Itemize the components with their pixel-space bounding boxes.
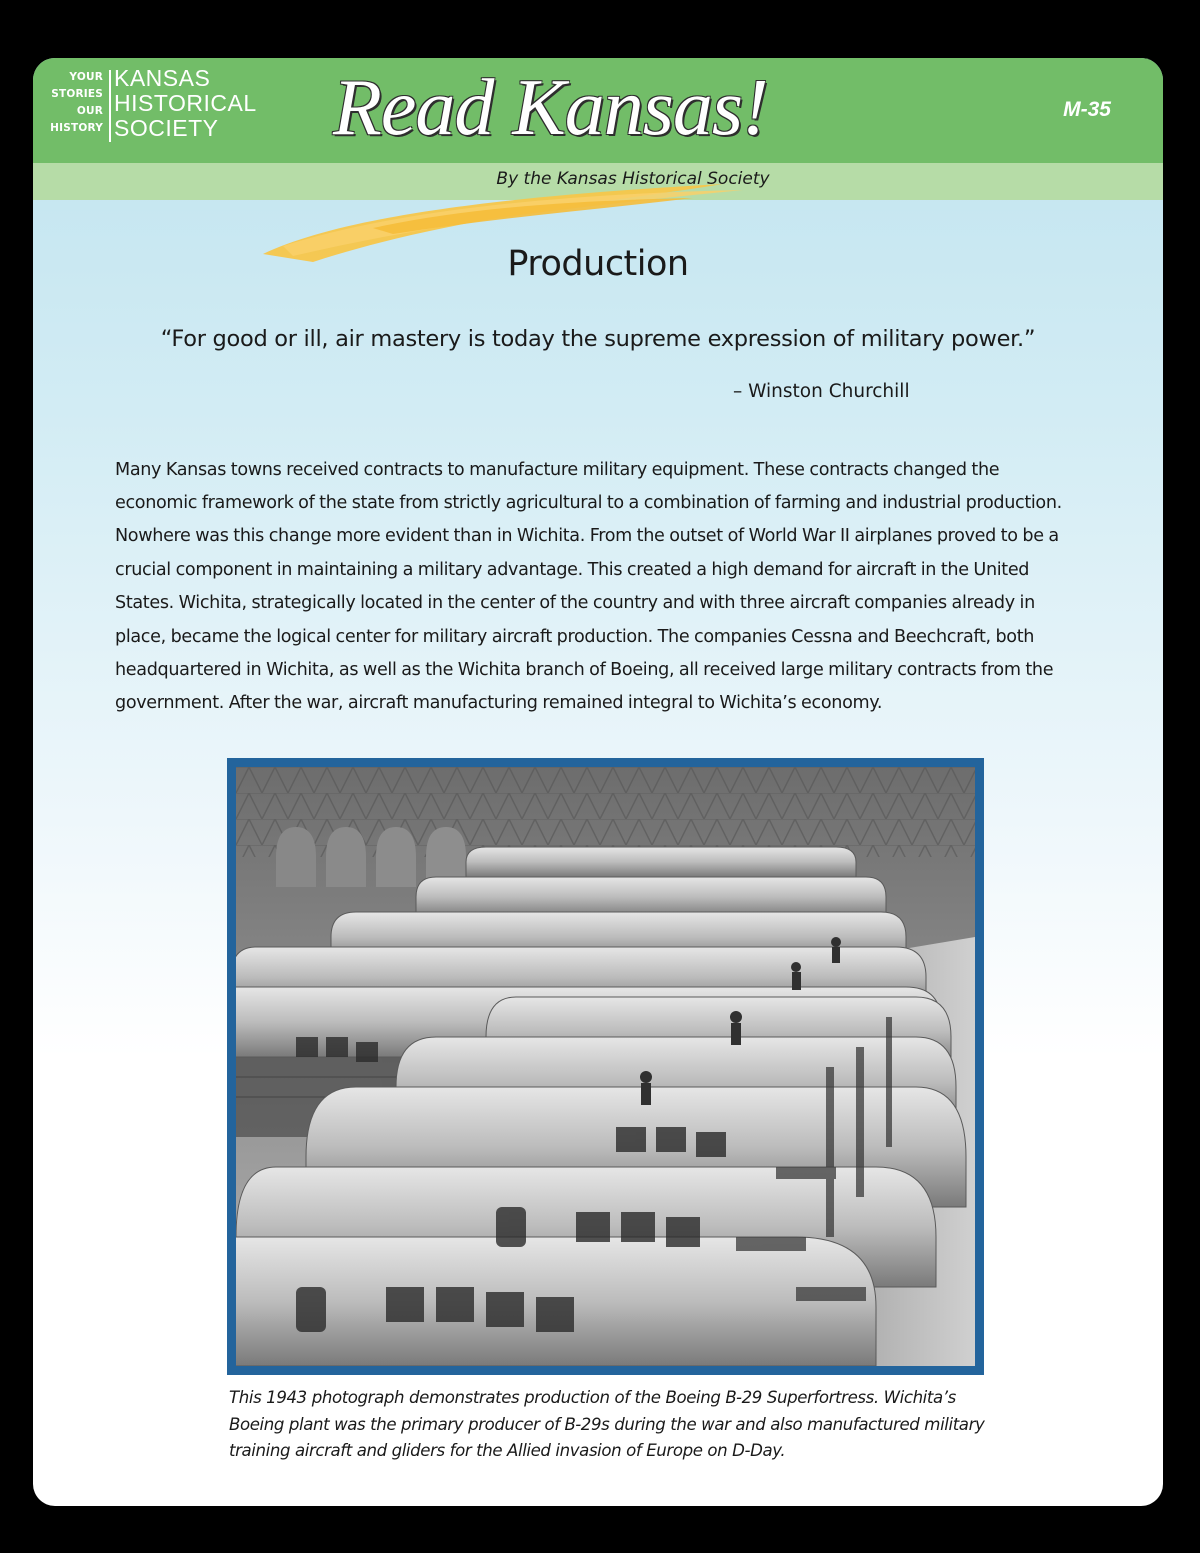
byline: By the Kansas Historical Society	[496, 169, 770, 189]
logo-divider	[109, 70, 111, 142]
issue-code: M-35	[1063, 98, 1111, 121]
b29-assembly-line-photo	[236, 767, 975, 1366]
masthead-title: Read Kansas!	[333, 64, 768, 152]
factory-photo	[227, 758, 984, 1375]
logo-name: KANSAS HISTORICAL SOCIETY	[114, 65, 257, 141]
logo-tagline: YOUR STORIES OUR HISTORY	[50, 71, 103, 134]
photo-caption: This 1943 photograph demonstrates production of the Boeing B-29 Superfortress. Wichita’s Boeing plant was the primary producer of B-29s during the war and also manufactured military training aircraft and gliders for the Allied invasion of Europe on D-Day.	[229, 1388, 985, 1460]
quote: “For good or ill, air mastery is today the supreme expression of military power.”	[160, 326, 1036, 352]
worksheet-page	[33, 58, 1163, 1506]
quote-attribution: – Winston Churchill	[733, 381, 910, 402]
page-title: Production	[507, 244, 689, 284]
body-paragraph: Many Kansas towns received contracts to manufacture military equipment. These contracts changed the economic framework of the state from strictly agricultural to a combination of farming and industrial production. Nowhere was this change more evident than in Wichita. From the outset of World War II airplanes proved to be a crucial component in maintaining a military advantage. This created a high demand for aircraft in the United States. Wichita, strategically located in the center of the country and with three aircraft companies already in place, became the logical center for military aircraft production. The companies Cessna and Beechcraft, both headquartered in Wichita, as well as the Wichita branch of Boeing, all received large military contracts from the government. After the war, aircraft manufacturing remained integral to Wichita’s economy.	[115, 459, 1062, 714]
